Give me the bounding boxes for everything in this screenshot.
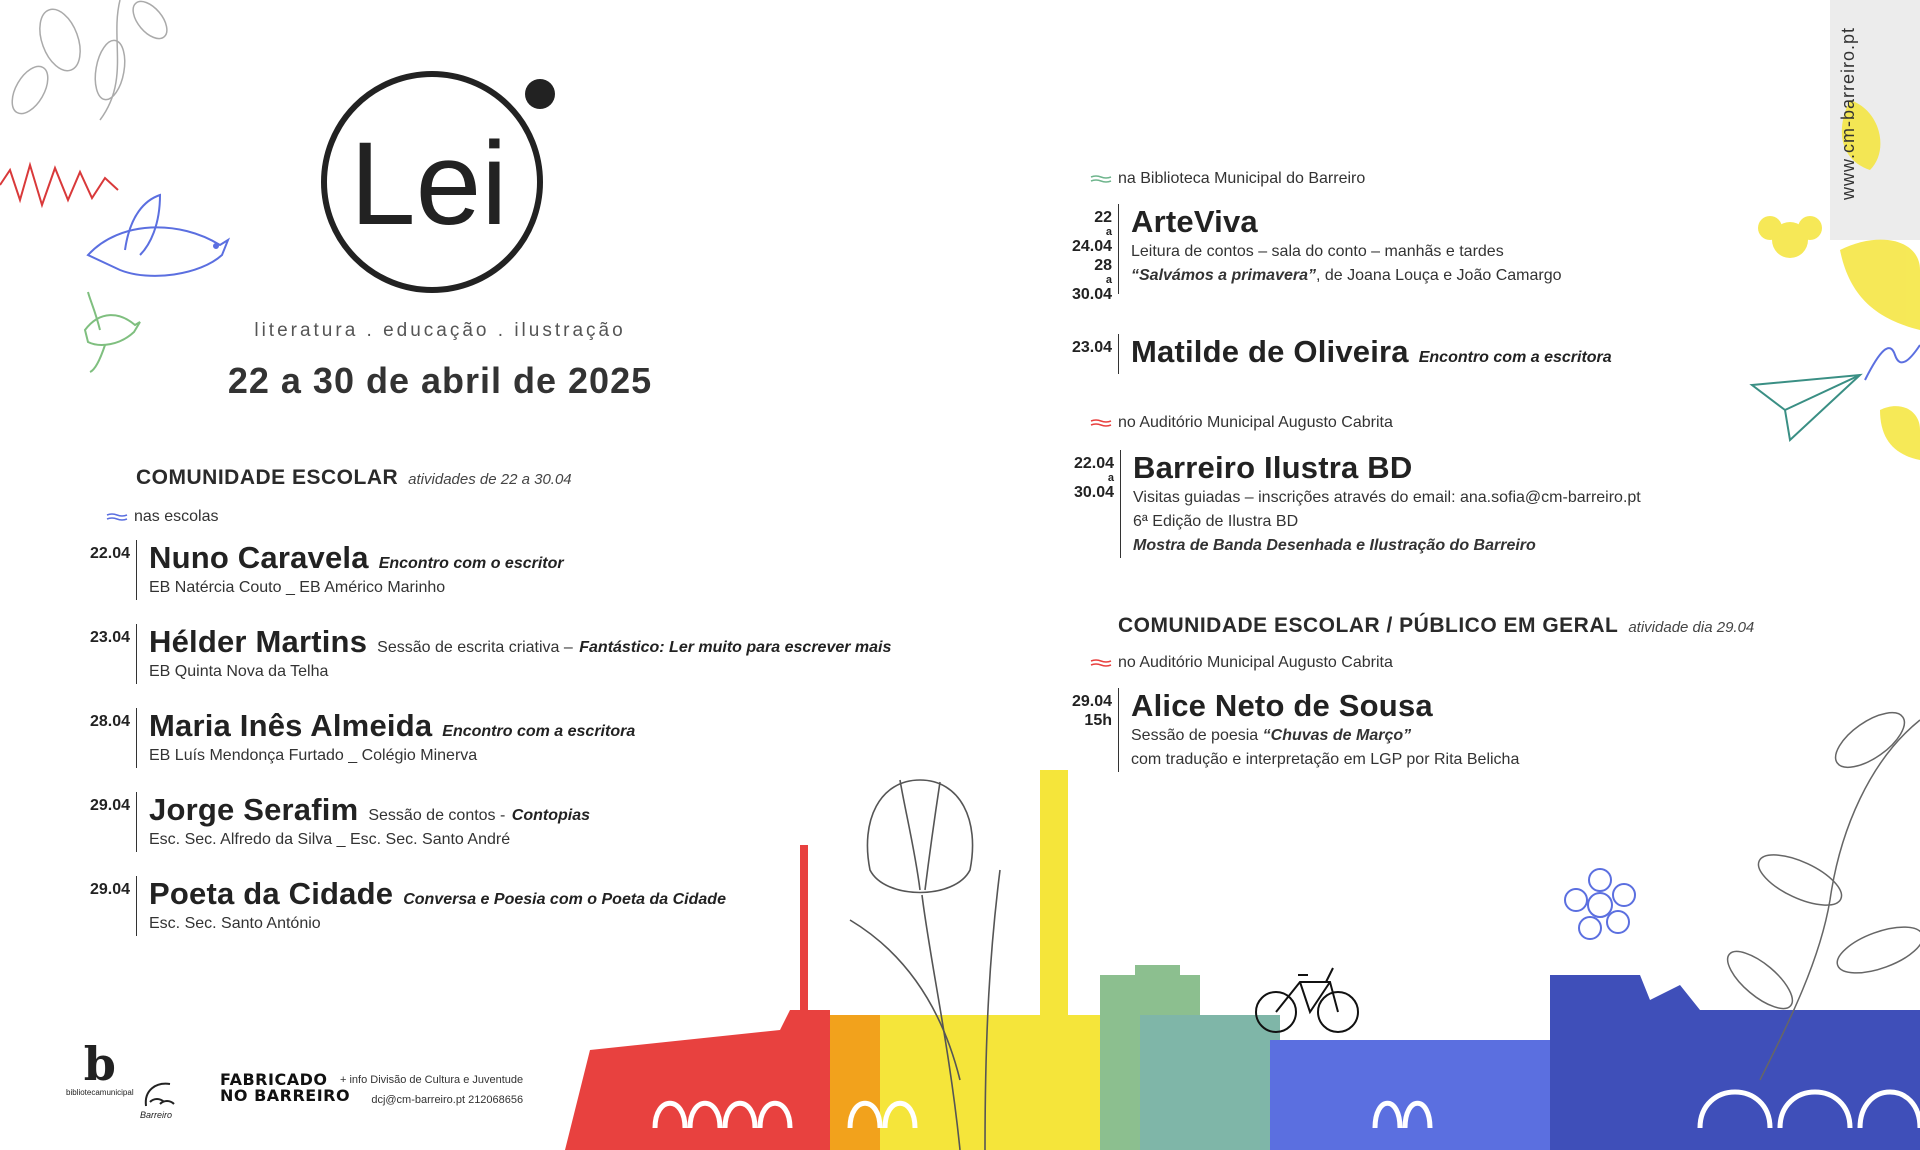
book-title: “Salvámos a primavera” (1131, 267, 1316, 284)
date-start: 22 (1094, 209, 1112, 226)
event-date: 23.04 (1071, 339, 1112, 356)
lei-logo (312, 64, 572, 314)
biblioteca-municipal-logo (66, 1037, 134, 1097)
event-jorge-serafim (89, 792, 590, 852)
logo-line: FABRICADO (220, 1070, 328, 1089)
event-line: Leitura de contos – sala do conto – manhãs e tardes (1131, 243, 1504, 260)
footer-info-line: + info Divisão de Cultura e Juventude (340, 1074, 524, 1086)
date-a: a (1105, 274, 1112, 286)
venue-label: na Biblioteca Municipal do Barreiro (1118, 170, 1366, 187)
event-places: EB Luís Mendonça Furtado _ Colégio Minerva (149, 747, 478, 764)
event-desc: Sessão de escrita criativa – (377, 639, 573, 656)
venue-nas-escolas (106, 508, 219, 526)
event-barreiro-ilustra-bd (1073, 450, 1641, 558)
left-section-note: atividades de 22 a 30.04 (408, 471, 572, 488)
event-name: Nuno Caravela (149, 540, 369, 575)
footer-contact[interactable]: dcj@cm-barreiro.pt 212068656 (371, 1094, 524, 1106)
flower-sketch-topleft (5, 0, 173, 120)
event-nuno-caravela (89, 540, 564, 600)
camara-barreiro-logo (140, 1080, 180, 1120)
event-desc: Sessão de contos - (368, 807, 506, 824)
fabricado-no-barreiro-logo (220, 1072, 350, 1104)
event-name: Jorge Serafim (149, 792, 359, 827)
venue-label: no Auditório Municipal Augusto Cabrita (1118, 414, 1393, 431)
event-subtitle: Fantástico: Ler muito para escrever mais (579, 639, 892, 656)
event-date: 29.04 (89, 881, 130, 898)
event-line: com tradução e interpretação em LGP por Rita Belicha (1131, 751, 1520, 768)
event-line-text: Sessão de poesia (1131, 727, 1259, 744)
event-places: EB Quinta Nova da Telha (149, 663, 329, 680)
event-dates-arteviva (1072, 208, 1112, 304)
poem-title: “Chuvas de Março” (1262, 727, 1412, 744)
event-name: Matilde de Oliveira (1131, 334, 1409, 369)
website-url[interactable]: www.cm-barreiro.pt (1838, 26, 1858, 200)
event-time: 15h (1084, 712, 1112, 729)
venue-label: no Auditório Municipal Augusto Cabrita (1118, 654, 1393, 671)
date-start: 28 (1094, 257, 1112, 274)
logo-line: NO BARREIRO (220, 1086, 351, 1105)
book-authors: , de Joana Louça e João Camargo (1316, 267, 1562, 284)
skyline-blocks (565, 770, 1920, 1150)
event-poeta-da-cidade (89, 876, 726, 936)
blue-bird-drawing (88, 195, 228, 276)
paper-plane-drawing (1752, 375, 1860, 440)
event-subtitle: Encontro com a escritora (1418, 349, 1612, 366)
blue-scribble-right (1865, 345, 1920, 380)
date-end: 30.04 (1071, 286, 1112, 303)
event-helder-martins (89, 624, 892, 684)
lei-logo-wordmark: Lei (350, 118, 508, 250)
event-line: 6ª Edição de Ilustra BD (1133, 513, 1299, 530)
event-name: Maria Inês Almeida (149, 708, 433, 743)
event-date: 23.04 (89, 629, 130, 646)
event-date: 28.04 (89, 713, 130, 730)
date-end: 30.04 (1073, 484, 1114, 501)
event-name: Hélder Martins (149, 624, 368, 659)
event-line: Mostra de Banda Desenhada e Ilustração do Barreiro (1133, 537, 1536, 554)
tagline: literatura . educação . ilustração (254, 320, 626, 341)
event-line (1131, 264, 1562, 288)
event-subtitle: Conversa e Poesia com o Poeta da Cidade (403, 891, 726, 908)
event-date: 29.04 (89, 797, 130, 814)
event-subtitle: Encontro com o escritor (378, 555, 564, 572)
event-date-time (1072, 692, 1112, 730)
event-date: 29.04 (1071, 693, 1112, 710)
red-squiggle-icon (1090, 658, 1112, 668)
red-squiggle-icon (1090, 418, 1112, 428)
event-places: EB Natércia Couto _ EB Américo Marinho (149, 579, 446, 596)
event-date: 22.04 (89, 545, 130, 562)
event-maria-ines-almeida (89, 708, 636, 768)
camara-logo-mark (140, 1080, 180, 1110)
right-section-title: COMUNIDADE ESCOLAR / PÚBLICO EM GERAL (1118, 614, 1619, 637)
right-section-heading (1118, 614, 1754, 638)
green-bird-drawing (85, 292, 140, 372)
event-arteviva (1071, 204, 1562, 303)
event-name: Poeta da Cidade (149, 876, 394, 911)
green-squiggle-icon (1090, 174, 1112, 184)
venue-auditorio-2 (1090, 654, 1393, 672)
event-line (1131, 724, 1519, 748)
event-line: Visitas guiadas – inscrições através do email: ana.sofia@cm-barreiro.pt (1133, 489, 1641, 506)
venue-auditorio (1090, 414, 1393, 432)
venue-biblioteca (1090, 170, 1365, 188)
logo-text: Barreiro (140, 1110, 173, 1120)
event-name: ArteViva (1131, 204, 1258, 239)
left-section-title: COMUNIDADE ESCOLAR (136, 466, 399, 489)
left-section-heading (136, 466, 572, 490)
date-a: a (1107, 472, 1114, 484)
blue-flower-drawing (1565, 869, 1635, 939)
blue-squiggle-icon (106, 512, 128, 522)
event-name: Barreiro Ilustra BD (1133, 450, 1413, 485)
right-section-note: atividade dia 29.04 (1628, 619, 1755, 636)
logo-letter: b (83, 1037, 116, 1091)
event-places: Esc. Sec. Alfredo da Silva _ Esc. Sec. Santo André (149, 831, 511, 848)
logo-text: bibliotecamunicipal (66, 1088, 134, 1097)
date-end: 24.04 (1071, 238, 1112, 255)
event-dates-ilustra (1074, 454, 1114, 502)
red-scribble (0, 165, 118, 205)
event-matilde-de-oliveira (1071, 334, 1612, 374)
footer-info (340, 1070, 523, 1110)
date-a: a (1105, 226, 1112, 238)
event-subtitle: Contopias (511, 807, 590, 824)
date-start: 22.04 (1073, 455, 1114, 472)
venue-label: nas escolas (134, 508, 219, 525)
festival-dates: 22 a 30 de abril de 2025 (227, 360, 653, 401)
event-subtitle: Encontro com a escritora (442, 723, 636, 740)
event-name: Alice Neto de Sousa (1131, 688, 1433, 723)
event-places: Esc. Sec. Santo António (149, 915, 321, 932)
event-alice-neto-de-sousa (1071, 688, 1520, 772)
